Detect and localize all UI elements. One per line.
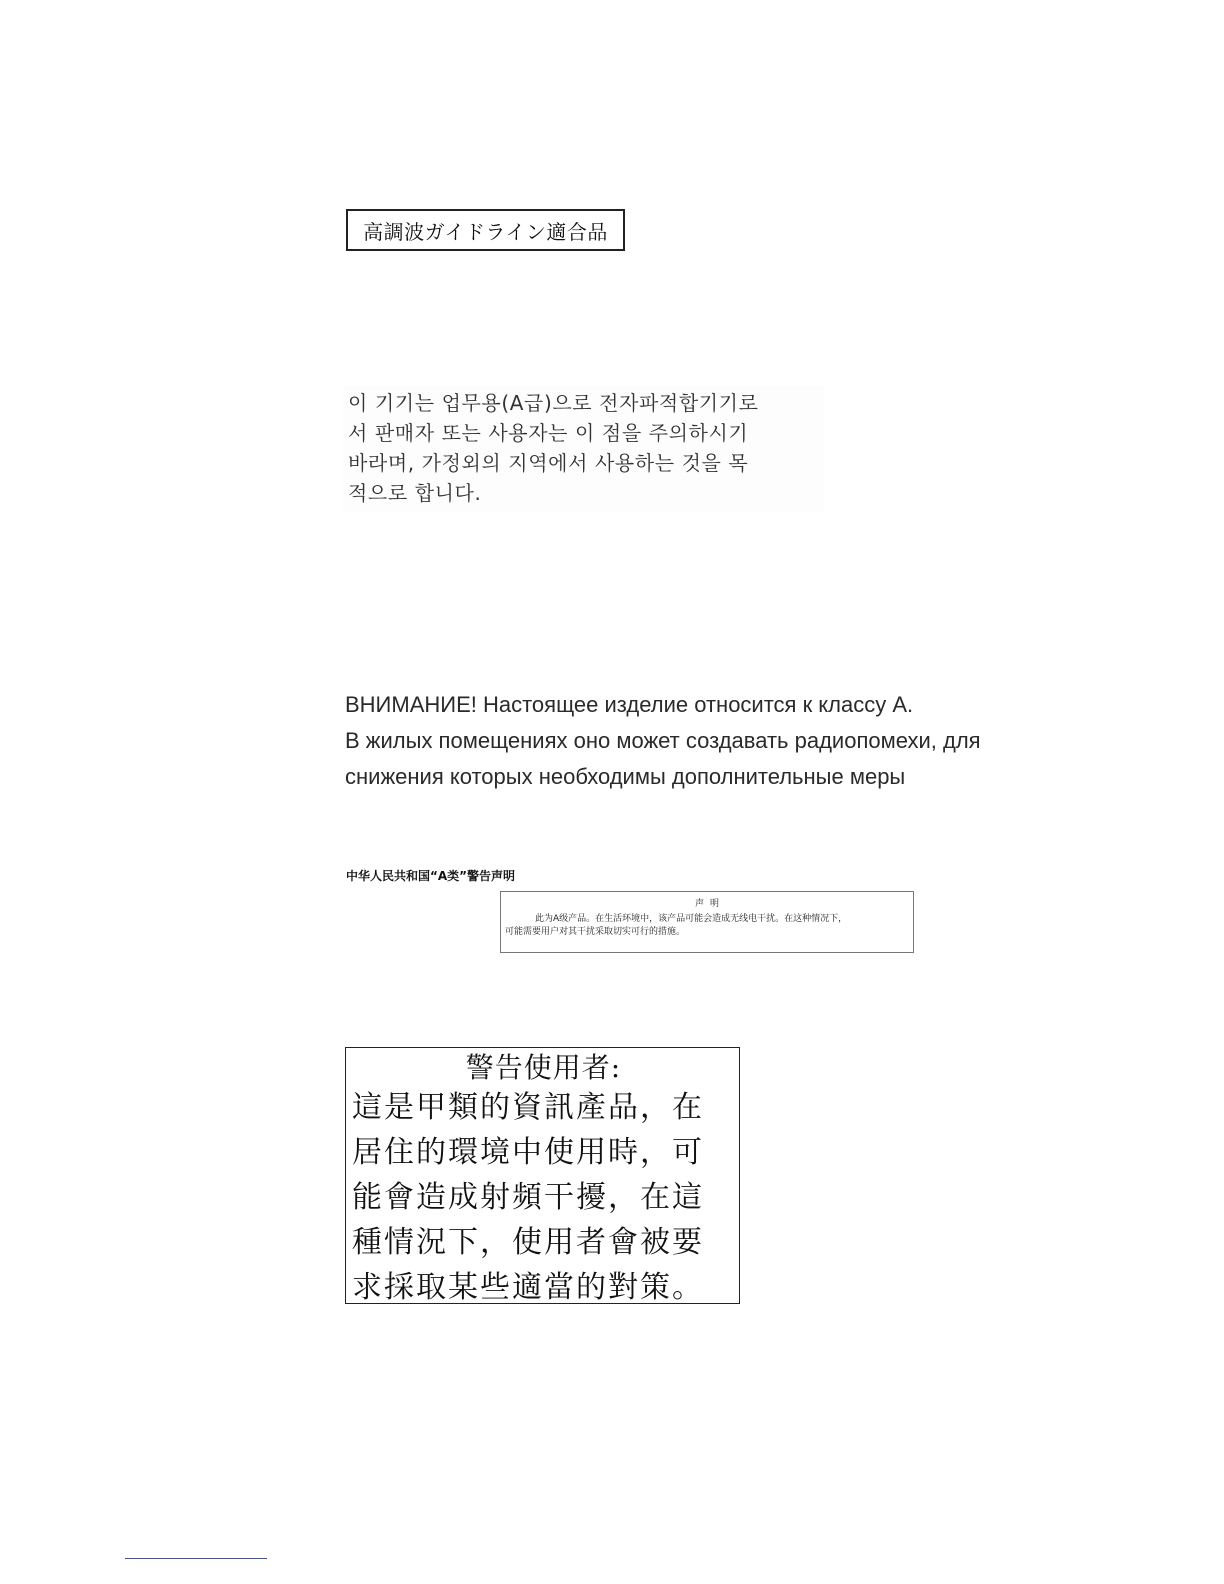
prc-notice-line: 此为A级产品。在生活环境中，该产品可能会造成无线电干扰。在这种情况下，	[535, 914, 848, 924]
korea-notice-line: 이 기기는 업무용(A급)으로 전자파적합기기로	[348, 391, 759, 415]
korea-notice-line: 적으로 합니다.	[348, 481, 482, 505]
taiwan-warning-line: 這是甲類的資訊產品，在	[352, 1090, 704, 1125]
taiwan-warning-line: 求採取某些適當的對策。	[352, 1270, 704, 1305]
taiwan-warning-title: 警告使用者:	[465, 1051, 622, 1084]
russia-notice-line: снижения которых необходимы дополнительные меры	[345, 764, 906, 789]
korea-notice-line: 서 판매자 또는 사용자는 이 점을 주의하시기	[348, 421, 749, 445]
taiwan-warning-line: 種情況下，使用者會被要	[352, 1225, 704, 1260]
japan-harmonics-label: 高調波ガイドライン適合品	[346, 209, 625, 251]
russia-notice-line: ВНИМАНИЕ! Настоящее изделие относится к классу А.	[345, 692, 914, 717]
russia-notice-line: В жилых помещениях оно может создавать радиопомехи, для	[345, 728, 981, 753]
korea-notice-line: 바라며, 가정외의 지역에서 사용하는 것을 목	[348, 451, 749, 475]
taiwan-warning-line: 能會造成射頻干擾，在這	[352, 1180, 704, 1215]
prc-notice-box	[500, 891, 914, 953]
prc-notice-heading: 中华人民共和国“A类”警告声明	[346, 869, 516, 883]
taiwan-warning-line: 居住的環境中使用時，可	[352, 1135, 704, 1170]
prc-notice-line: 可能需要用户对其干扰采取切实可行的措施。	[505, 927, 686, 937]
russia-class-a-notice	[345, 687, 1205, 795]
footnote-separator	[125, 1558, 267, 1559]
prc-notice-box-title: 声明	[694, 899, 725, 909]
taiwan-bsmi-warning-box	[345, 1047, 740, 1304]
korea-class-a-notice	[343, 386, 824, 512]
